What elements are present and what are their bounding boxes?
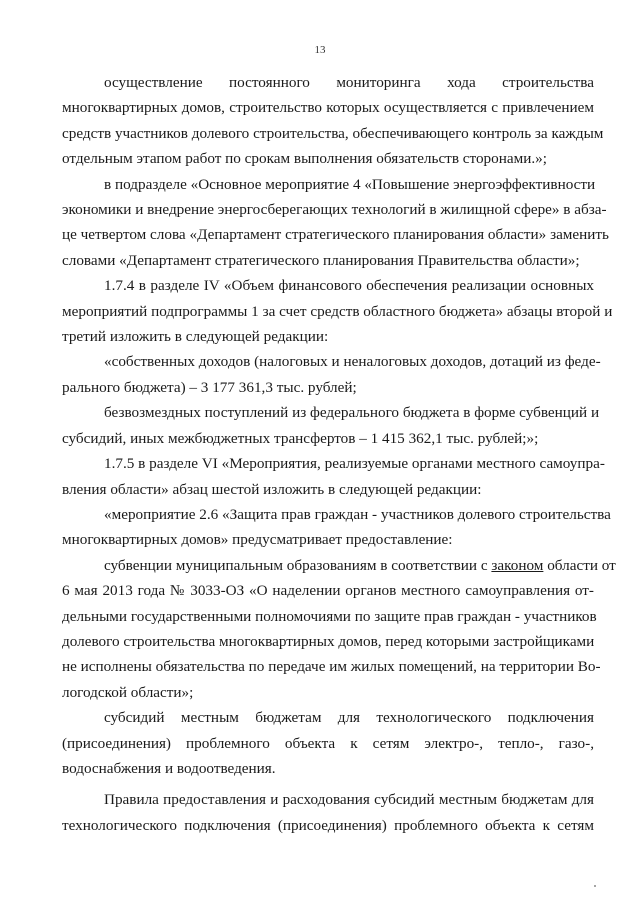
text-line: 1.7.5 в разделе VI «Мероприятия, реализуемые органами местного самоупра- xyxy=(104,455,605,473)
text-before-link: субвенции муниципальным образованиям в соответствии с xyxy=(104,556,492,574)
text-line: субсидий, иных межбюджетных трансфертов – 1 415 362,1 тыс. рублей;»; xyxy=(62,429,539,447)
paragraph-1-7-5 xyxy=(62,451,605,502)
document-body xyxy=(62,70,616,838)
text-line: словами «Департамент стратегического планирования Правительства области»; xyxy=(62,251,580,269)
text-after-link: области от xyxy=(543,556,616,574)
text-line: отдельным этапом работ по срокам выполнения обязательств сторонами.»; xyxy=(62,150,547,168)
text-line: не исполнены обязательства по передаче им жилых помещений, на территории Во- xyxy=(62,658,601,676)
text-line: 1.7.4 в разделе IV «Объем финансового обеспечения реализации основных xyxy=(104,277,594,295)
paragraph-own-revenues xyxy=(62,349,601,400)
text-line: 6 мая 2013 года № 3033-ОЗ «О наделении органов местного самоуправления от- xyxy=(62,582,594,600)
text-line: (присоединения) проблемного объекта к сетям электро-, тепло-, газо-, xyxy=(62,734,594,752)
text-line: безвозмездных поступлений из федерального бюджета в форме субвенций и xyxy=(104,404,600,422)
page-number: 13 xyxy=(314,44,326,56)
law-link[interactable]: законом xyxy=(491,556,544,574)
text-line-with-link xyxy=(62,553,616,578)
text-line: мероприятий подпрограммы 1 за счет средств областного бюджета» абзацы второй и xyxy=(62,302,613,320)
text-line: в подразделе «Основное мероприятие 4 «Повышение энергоэффективности xyxy=(104,175,596,193)
text-line: осуществление постоянного мониторинга хода строительства xyxy=(104,74,594,91)
text-line: рального бюджета) – 3 177 361,3 тыс. рублей; xyxy=(62,378,357,396)
text-line: «собственных доходов (налоговых и неналоговых доходов, дотаций из феде- xyxy=(104,353,601,371)
text-line: третий изложить в следующей редакции: xyxy=(62,328,329,346)
text-line: многоквартирных домов, строительство которых осуществляется с привлечением xyxy=(62,99,594,117)
text-line: долевого строительства многоквартирных домов, перед которыми застройщиками xyxy=(62,632,595,650)
text-line: вления области» абзац шестой изложить в следующей редакции: xyxy=(62,480,482,498)
text-line: средств участников долевого строительства, обеспечивающего контроль за каждым xyxy=(62,124,604,142)
paragraph-subventions xyxy=(62,553,616,705)
text-line: логодской области»; xyxy=(62,683,194,701)
text-line: многоквартирных домов» предусматривает предоставление: xyxy=(62,531,453,549)
text-line: «мероприятие 2.6 «Защита прав граждан - участников долевого строительства xyxy=(104,505,611,523)
paragraph-rules xyxy=(62,787,594,838)
paragraph-subsection-4 xyxy=(62,172,609,274)
paragraph-measure-2-6 xyxy=(62,502,611,553)
text-line: субсидий местным бюджетам для технологического подключения xyxy=(104,709,594,727)
paragraph-free-receipts xyxy=(62,400,600,451)
paragraph-1-7-4 xyxy=(62,273,613,349)
scan-speck xyxy=(594,885,596,887)
paragraph-monitoring xyxy=(62,70,604,172)
text-line: це четвертом слова «Департамент стратегического планирования области» заменить xyxy=(62,226,609,244)
text-line: Правила предоставления и расходования субсидий местным бюджетам для xyxy=(104,791,594,809)
text-line: технологического подключения (присоединения) проблемного объекта к сетям xyxy=(62,816,594,834)
paragraph-subsidies-connection xyxy=(62,705,594,781)
text-line: дельными государственными полномочиями по защите прав граждан - участников xyxy=(62,607,597,625)
text-line: экономики и внедрение энергосберегающих технологий в жилищной сфере» в абза- xyxy=(62,201,607,219)
text-line: водоснабжения и водоотведения. xyxy=(62,759,276,777)
